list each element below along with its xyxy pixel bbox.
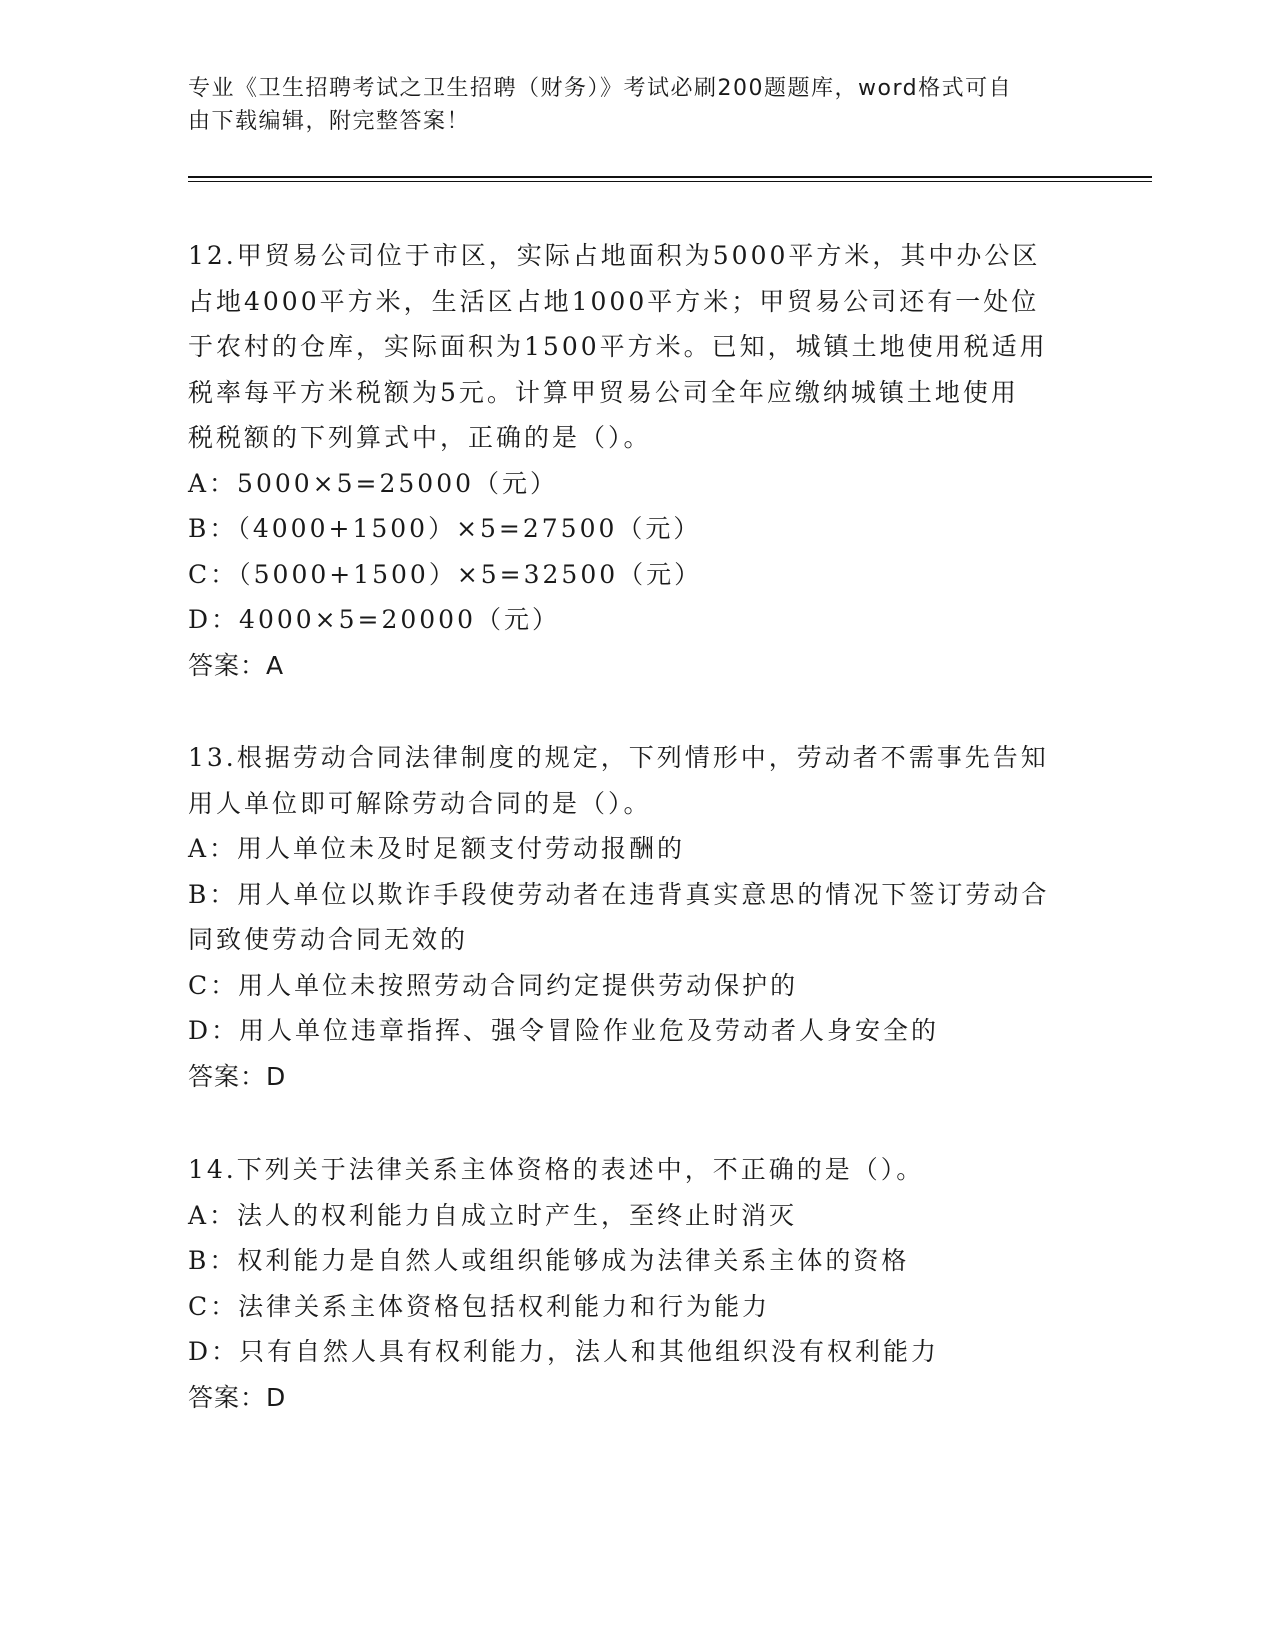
question-stem-line: 13.根据劳动合同法律制度的规定，下列情形中，劳动者不需事先告知 [188,743,1049,772]
option-b: B：（4000+1500）×5=27500（元） [188,514,702,543]
question-stem-line: 占地4000平方米，生活区占地1000平方米；甲贸易公司还有一处位 [188,286,1040,316]
header-line: 由下载编辑，附完整答案！ [188,109,471,134]
header-divider-thick [188,176,1152,178]
question-stem-line: 税税额的下列算式中，正确的是（）。 [188,423,652,452]
document-header [188,72,1068,138]
option-a: A：用人单位未及时足额支付劳动报酬的 [188,834,686,863]
option-d: D：4000×5=20000（元） [188,605,560,634]
header-line: 专业《卫生招聘考试之卫生招聘（财务）》考试必刷200题题库，word格式可自 [188,76,1013,101]
answer-label: 答案：D [188,1061,287,1091]
option-b-continued: 同致使劳动合同无效的 [188,925,469,954]
option-c: C：法律关系主体资格包括权利能力和行为能力 [188,1291,771,1321]
question-stem-line: 14.下列关于法律关系主体资格的表述中，不正确的是（）。 [188,1155,925,1184]
question-13 [188,735,1088,1099]
question-stem-line: 于农村的仓库，实际面积为1500平方米。已知，城镇土地使用税适用 [188,332,1048,361]
question-12 [188,233,1088,688]
option-a: A：法人的权利能力自成立时产生，至终止时消灭 [188,1200,798,1230]
option-c: C：（5000+1500）×5=32500（元） [188,559,703,589]
option-c: C：用人单位未按照劳动合同约定提供劳动保护的 [188,970,799,1000]
question-stem-line: 用人单位即可解除劳动合同的是（）。 [188,788,652,818]
question-stem-line: 12.甲贸易公司位于市区，实际占地面积为5000平方米，其中办公区 [188,241,1041,270]
answer-label: 答案：A [188,650,285,680]
option-b: B：用人单位以欺诈手段使劳动者在违背真实意思的情况下签订劳动合 [188,879,1050,909]
header-divider-thin [188,181,1152,182]
option-b: B：权利能力是自然人或组织能够成为法律关系主体的资格 [188,1246,910,1275]
answer-label: 答案：D [188,1382,287,1412]
question-stem-line: 税率每平方米税额为5元。计算甲贸易公司全年应缴纳城镇土地使用 [188,377,1019,407]
option-a: A：5000×5=25000（元） [188,468,559,498]
option-d: D：用人单位违章指挥、强令冒险作业危及劳动者人身安全的 [188,1016,940,1045]
option-d: D：只有自然人具有权利能力，法人和其他组织没有权利能力 [188,1337,940,1366]
question-14 [188,1147,1088,1420]
